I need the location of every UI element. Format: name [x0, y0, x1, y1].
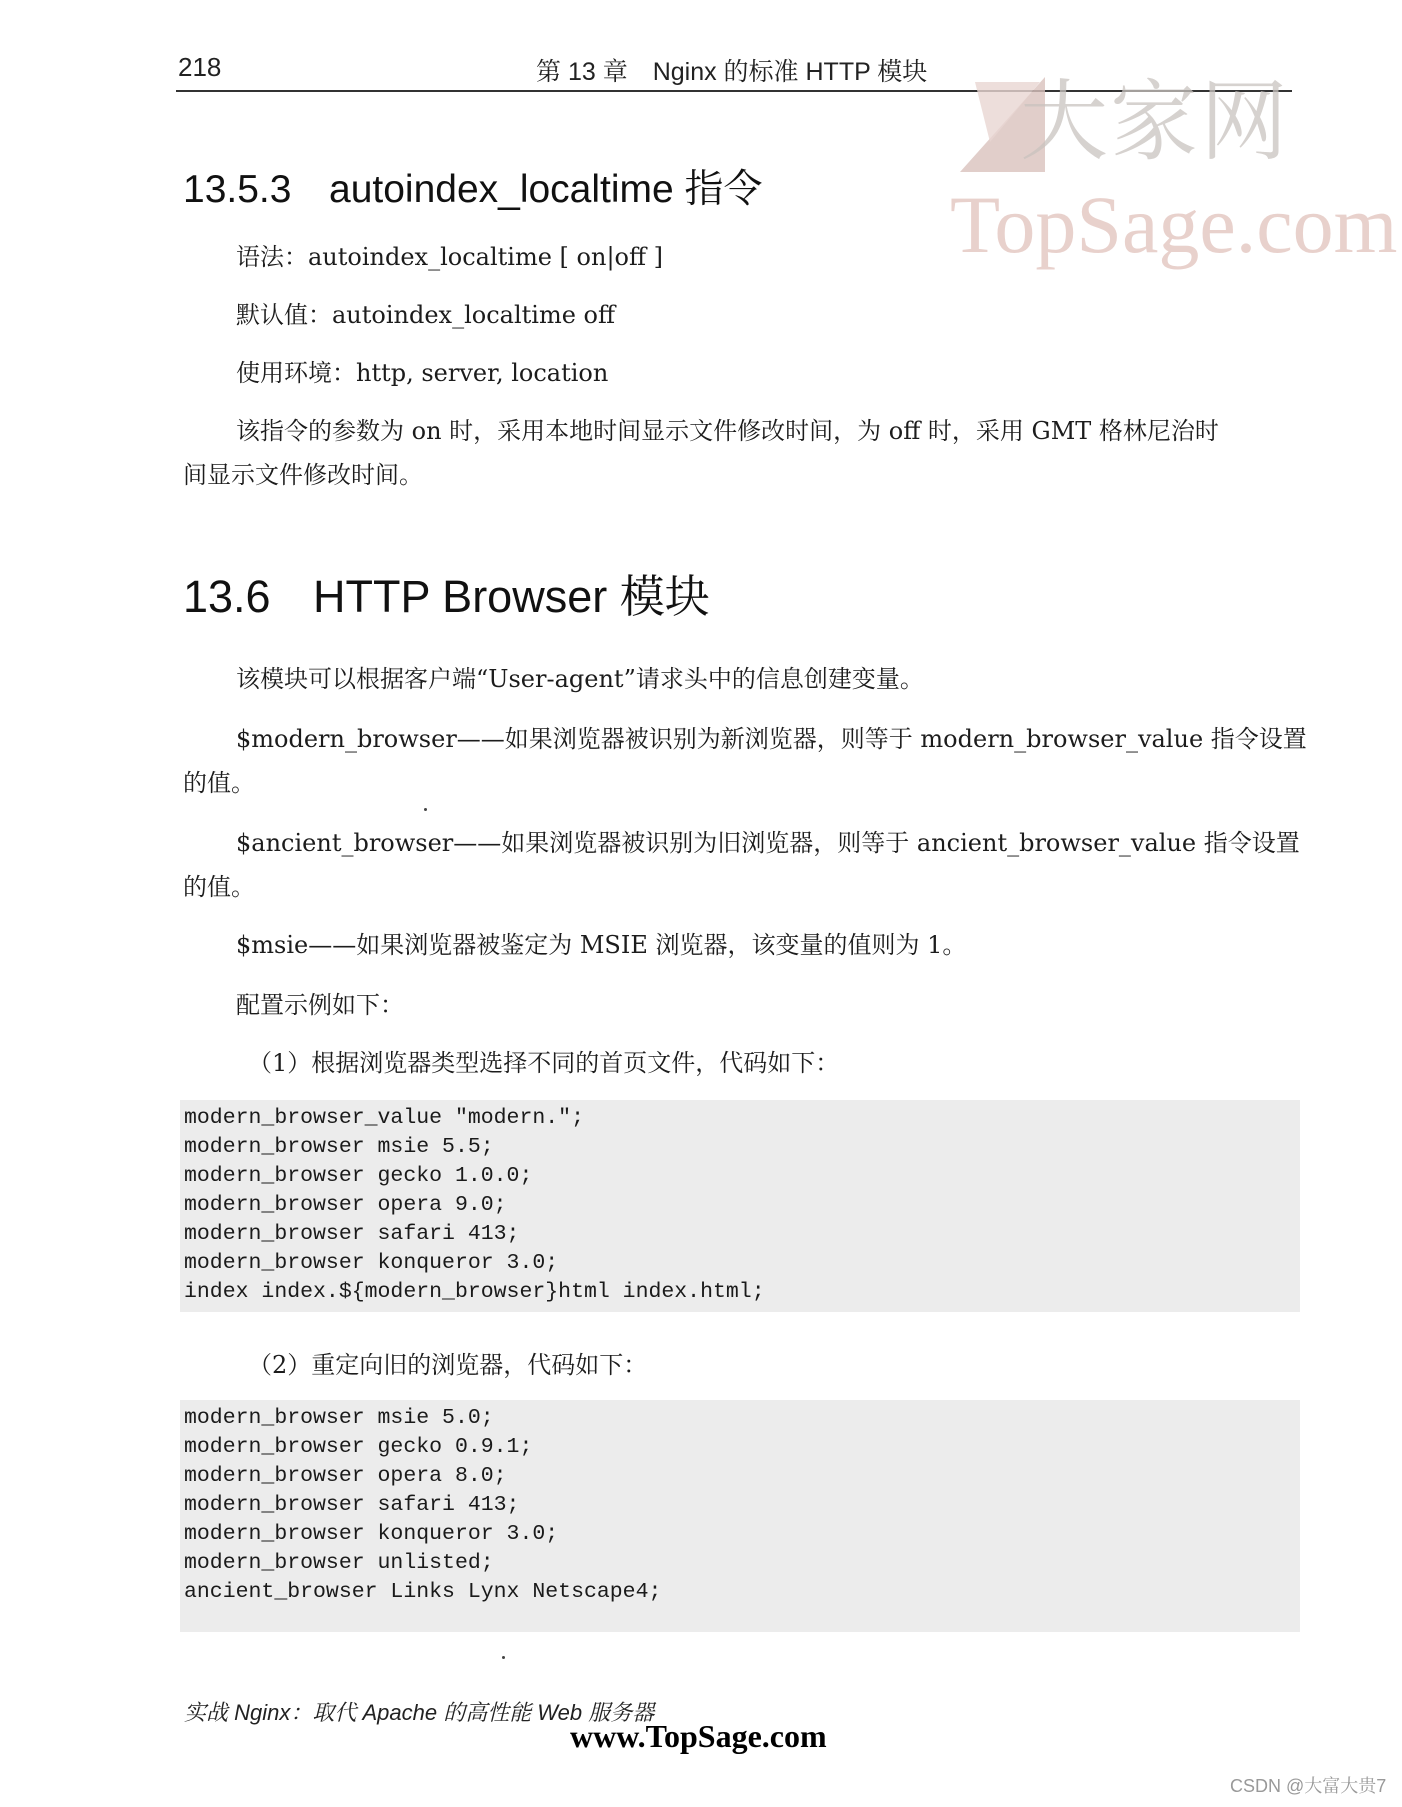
ancient-browser-desc: $ancient_browser——如果浏览器被识别为旧浏览器，则等于 ancient_browser_value 指令设置: [236, 829, 1300, 857]
directive-description-line: 该指令的参数为 on 时，采用本地时间显示文件修改时间，为 off 时，采用 GMT 格林尼治时: [236, 417, 1219, 445]
code-line: modern_browser gecko 1.0.0;: [184, 1164, 533, 1188]
running-head: 第 13 章 Nginx 的标准 HTTP 模块: [536, 58, 928, 86]
code-line: modern_browser opera 8.0;: [184, 1464, 507, 1488]
section-heading-13-5-3: [183, 158, 763, 214]
speck: [424, 808, 427, 811]
code-block-1: [180, 1100, 1300, 1312]
directive-default: 默认值：autoindex_localtime off: [236, 301, 616, 329]
module-intro: 该模块可以根据客户端“User-agent”请求头中的信息创建变量。: [236, 665, 924, 693]
section-number: 13.6: [183, 571, 271, 622]
msie-desc: $msie——如果浏览器被鉴定为 MSIE 浏览器，该变量的值则为 1。: [236, 931, 967, 959]
code-line: modern_browser safari 413;: [184, 1222, 520, 1246]
modern-browser-desc-cont: 的值。: [183, 769, 255, 797]
watermark-en: TopSage.com: [950, 179, 1398, 270]
section-title: HTTP Browser 模块: [313, 571, 710, 622]
code-line: modern_browser unlisted;: [184, 1551, 494, 1575]
code-line: modern_browser safari 413;: [184, 1493, 520, 1517]
section-heading-13-6: [183, 560, 710, 625]
example-2-caption: （2）重定向旧的浏览器，代码如下：: [248, 1351, 648, 1379]
footer-book-title: 实战 Nginx：取代 Apache 的高性能 Web 服务器: [184, 1700, 655, 1725]
code-line: index index.${modern_browser}html index.html;: [184, 1280, 765, 1304]
code-line: modern_browser opera 9.0;: [184, 1193, 507, 1217]
section-number: 13.5.3: [183, 168, 292, 211]
code-block-2: [180, 1400, 1300, 1632]
code-line: ancient_browser Links Lynx Netscape4;: [184, 1580, 662, 1604]
section-title: autoindex_localtime 指令: [329, 168, 763, 211]
code-line: modern_browser konqueror 3.0;: [184, 1251, 559, 1275]
directive-syntax: 语法：autoindex_localtime [ on|off ]: [236, 243, 664, 271]
code-line: modern_browser msie 5.0;: [184, 1406, 494, 1430]
directive-description-line: 间显示文件修改时间。: [183, 461, 423, 489]
footer-site: www.TopSage.com: [570, 1718, 827, 1754]
speck: [502, 1656, 505, 1659]
modern-browser-desc: $modern_browser——如果浏览器被识别为新浏览器，则等于 modern_browser_value 指令设置: [236, 725, 1307, 753]
example-intro: 配置示例如下：: [236, 991, 404, 1019]
page-number: 218: [178, 52, 222, 82]
csdn-credit: CSDN @大富大贵7: [1230, 1776, 1387, 1796]
example-1-caption: （1）根据浏览器类型选择不同的首页文件，代码如下：: [248, 1049, 840, 1077]
code-line: modern_browser msie 5.5;: [184, 1135, 494, 1159]
code-line: modern_browser gecko 0.9.1;: [184, 1435, 533, 1459]
directive-context: 使用环境：http, server, location: [236, 359, 609, 387]
watermark-cn: 大家网: [1020, 70, 1291, 173]
ancient-browser-desc-cont: 的值。: [183, 873, 255, 901]
code-line: modern_browser konqueror 3.0;: [184, 1522, 559, 1546]
code-line: modern_browser_value "modern.";: [184, 1106, 584, 1130]
